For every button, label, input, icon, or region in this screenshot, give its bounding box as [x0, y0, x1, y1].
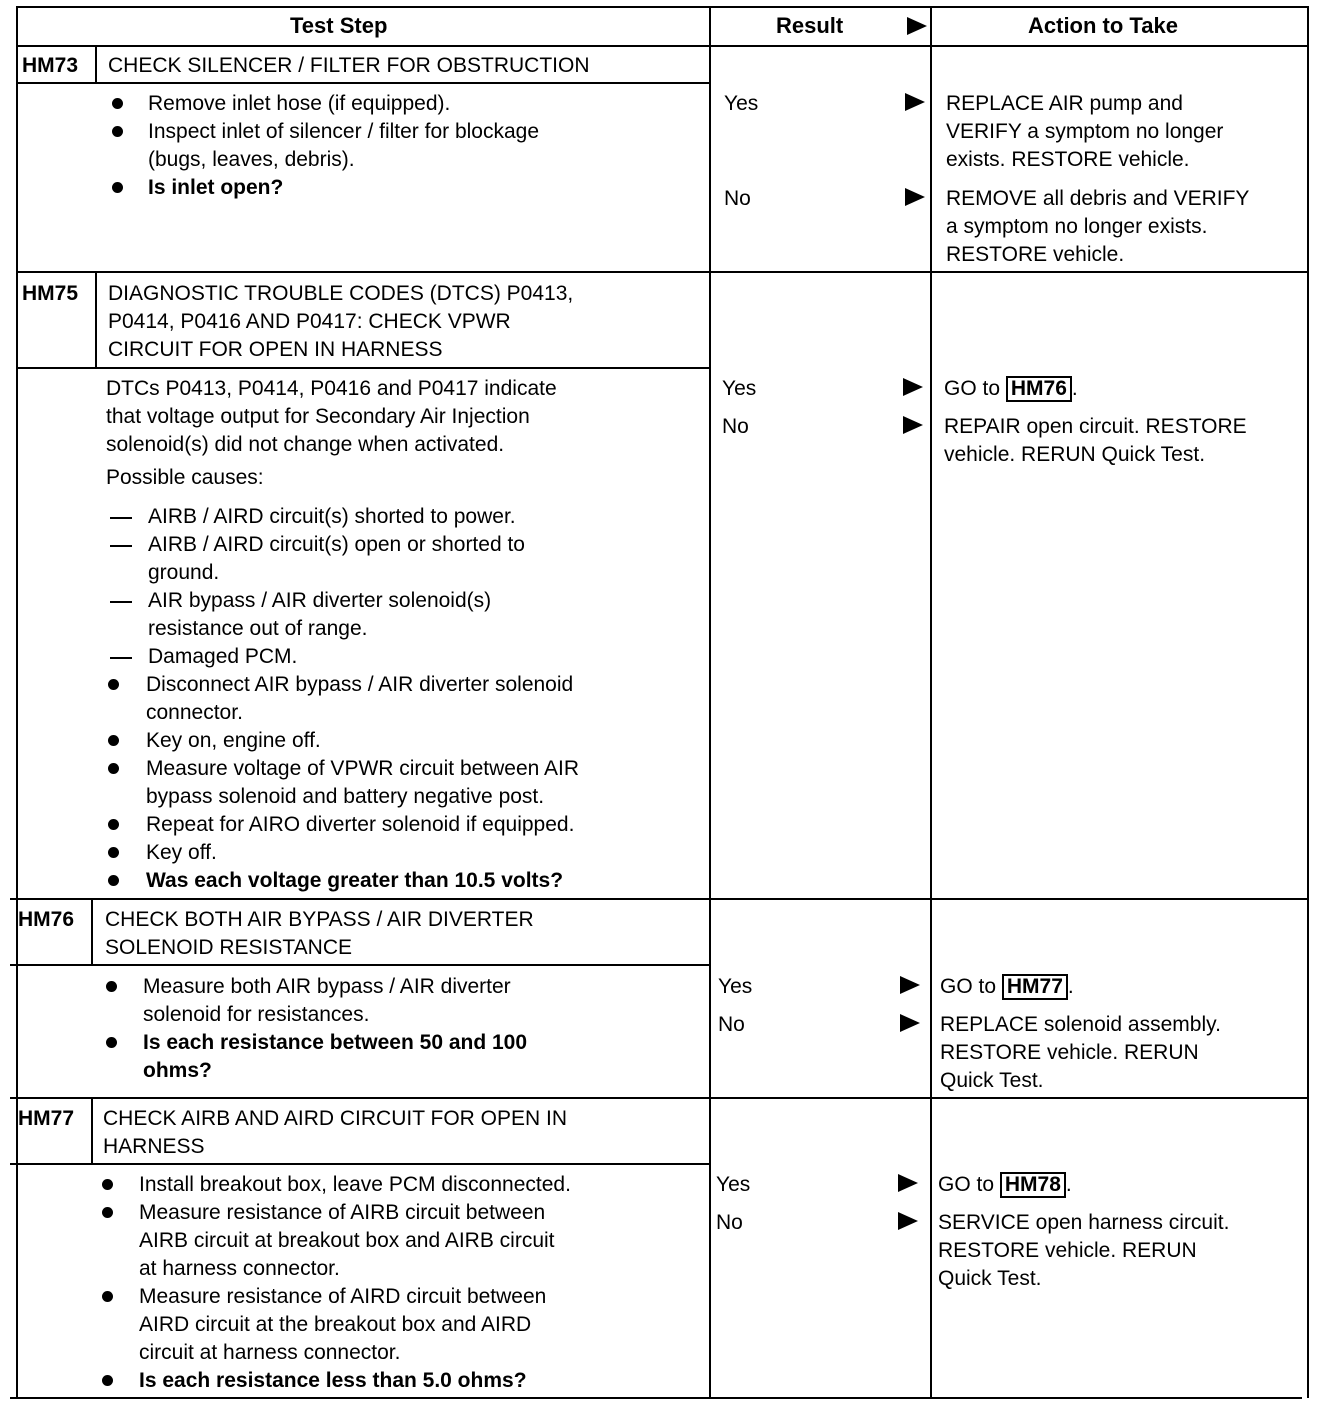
- action-text: SERVICE open harness circuit.: [938, 1211, 1230, 1234]
- action-text: RESTORE vehicle. RERUN: [938, 1239, 1197, 1262]
- instruction-text: Disconnect AIR bypass / AIR diverter solenoid: [146, 673, 574, 696]
- dash-icon: [110, 545, 132, 547]
- cause-text: AIRB / AIRD circuit(s) shorted to power.: [148, 505, 516, 528]
- title-underline-hm77: [10, 1163, 710, 1165]
- instruction-text: at harness connector.: [139, 1257, 340, 1280]
- instruction-text: Measure voltage of VPWR circuit between AIR: [146, 757, 580, 780]
- instruction-text: Key off.: [146, 841, 217, 864]
- instruction-text: Key on, engine off.: [146, 729, 321, 752]
- result-yes: Yes: [718, 975, 753, 998]
- bullet-icon: [112, 98, 123, 109]
- column-divider-result: [709, 6, 711, 1398]
- result-yes: Yes: [722, 377, 757, 400]
- result-no: No: [716, 1211, 743, 1234]
- instruction-text: Repeat for AIRO diverter solenoid if equipped.: [146, 813, 575, 836]
- step-title-hm77: HARNESS: [103, 1135, 205, 1158]
- arrow-icon: [903, 416, 923, 434]
- bullet-icon: [102, 1375, 113, 1386]
- instruction-text: Install breakout box, leave PCM disconnected.: [139, 1173, 571, 1196]
- bullet-icon: [102, 1207, 113, 1218]
- result-yes: Yes: [724, 92, 759, 115]
- bullet-icon: [108, 763, 119, 774]
- step-id-hm73: HM73: [22, 54, 79, 77]
- table-right-border: [1307, 6, 1309, 1398]
- action-text: VERIFY a symptom no longer: [946, 120, 1224, 143]
- action-text: exists. RESTORE vehicle.: [946, 148, 1190, 171]
- bullet-icon: [106, 981, 117, 992]
- cause-text: ground.: [148, 561, 220, 584]
- instruction-text: bypass solenoid and battery negative post.: [146, 785, 545, 808]
- table-top-border: [16, 6, 1309, 8]
- step-title-hm76: CHECK BOTH AIR BYPASS / AIR DIVERTER: [105, 908, 534, 931]
- dash-icon: [110, 601, 132, 603]
- action-text: Quick Test.: [938, 1267, 1042, 1290]
- arrow-icon: [898, 1212, 918, 1230]
- bullet-icon: [102, 1179, 113, 1190]
- question-text: Was each voltage greater than 10.5 volts?: [146, 869, 564, 892]
- dash-icon: [110, 517, 132, 519]
- step-separator-hm76: [10, 898, 1309, 900]
- bullet-icon: [108, 679, 119, 690]
- cause-text: AIR bypass / AIR diverter solenoid(s): [148, 589, 492, 612]
- header-arrow-icon: [907, 17, 927, 35]
- question-text: Is each resistance less than 5.0 ohms?: [139, 1369, 527, 1392]
- instruction-text: Remove inlet hose (if equipped).: [148, 92, 451, 115]
- result-no: No: [718, 1013, 745, 1036]
- title-underline-hm75: [16, 367, 710, 369]
- bullet-icon: [106, 1037, 117, 1048]
- dash-icon: [110, 657, 132, 659]
- cause-text: AIRB / AIRD circuit(s) open or shorted to: [148, 533, 525, 556]
- question-text: Is each resistance between 50 and 100: [143, 1031, 528, 1054]
- instruction-text: Inspect inlet of silencer / filter for blockage: [148, 120, 540, 143]
- action-prefix: GO to: [938, 1173, 1000, 1196]
- column-divider-action: [930, 6, 932, 1398]
- question-text: ohms?: [143, 1059, 212, 1082]
- instruction-text: solenoid for resistances.: [143, 1003, 370, 1026]
- step-separator-hm75: [16, 271, 1309, 273]
- bullet-icon: [108, 735, 119, 746]
- goto-step-link[interactable]: HM76: [1006, 376, 1072, 402]
- step-title-hm76: SOLENOID RESISTANCE: [105, 936, 352, 959]
- action-text: RESTORE vehicle. RERUN: [940, 1041, 1199, 1064]
- id-divider-hm77: [91, 1098, 93, 1164]
- step-title-hm73: CHECK SILENCER / FILTER FOR OBSTRUCTION: [108, 54, 590, 77]
- instruction-text: connector.: [146, 701, 243, 724]
- step-id-hm76: HM76: [18, 908, 75, 931]
- step-title-hm75: CIRCUIT FOR OPEN IN HARNESS: [108, 338, 443, 361]
- id-divider-hm76: [91, 899, 93, 965]
- action-text: Quick Test.: [940, 1069, 1044, 1092]
- bullet-icon: [112, 182, 123, 193]
- step-title-hm77: CHECK AIRB AND AIRD CIRCUIT FOR OPEN IN: [103, 1107, 568, 1130]
- instruction-text: Measure resistance of AIRD circuit between: [139, 1285, 547, 1308]
- arrow-icon: [905, 93, 925, 111]
- action-text: GO to HM78 .: [938, 1173, 1072, 1196]
- result-yes: Yes: [716, 1173, 751, 1196]
- arrow-icon: [900, 976, 920, 994]
- instruction-text: (bugs, leaves, debris).: [148, 148, 355, 171]
- action-prefix: GO to: [940, 975, 1002, 998]
- arrow-icon: [905, 188, 925, 206]
- title-underline-hm73: [16, 82, 710, 84]
- step-title-hm75: DIAGNOSTIC TROUBLE CODES (DTCS) P0413,: [108, 282, 574, 305]
- action-text: GO to HM76 .: [944, 377, 1078, 400]
- action-text: REPLACE solenoid assembly.: [940, 1013, 1221, 1036]
- action-text: a symptom no longer exists.: [946, 215, 1208, 238]
- instruction-text: Measure both AIR bypass / AIR diverter: [143, 975, 511, 998]
- bullet-icon: [112, 126, 123, 137]
- description-text: solenoid(s) did not change when activated.: [106, 433, 505, 456]
- step-separator-hm77: [10, 1097, 1309, 1099]
- cause-text: Damaged PCM.: [148, 645, 298, 668]
- action-prefix: GO to: [944, 377, 1006, 400]
- arrow-icon: [903, 378, 923, 396]
- instruction-text: AIRB circuit at breakout box and AIRB circuit: [139, 1229, 555, 1252]
- step-id-hm75: HM75: [22, 282, 79, 305]
- header-bottom-border: [16, 45, 1309, 47]
- instruction-text: circuit at harness connector.: [139, 1341, 401, 1364]
- question-text: Is inlet open?: [148, 176, 284, 199]
- instruction-text: AIRD circuit at the breakout box and AIRD: [139, 1313, 532, 1336]
- instruction-text: Measure resistance of AIRB circuit between: [139, 1201, 546, 1224]
- goto-step-link[interactable]: HM77: [1002, 974, 1068, 1000]
- arrow-icon: [900, 1014, 920, 1032]
- action-text: REPAIR open circuit. RESTORE: [944, 415, 1247, 438]
- cause-text: resistance out of range.: [148, 617, 368, 640]
- goto-step-link[interactable]: HM78: [1000, 1172, 1066, 1198]
- action-text: REMOVE all debris and VERIFY: [946, 187, 1250, 210]
- result-no: No: [722, 415, 749, 438]
- table-bottom-border: [10, 1397, 1302, 1399]
- description-text: DTCs P0413, P0414, P0416 and P0417 indicate: [106, 377, 557, 400]
- bullet-icon: [108, 819, 119, 830]
- bullet-icon: [108, 847, 119, 858]
- description-text: that voltage output for Secondary Air Injection: [106, 405, 530, 428]
- header-action: Action to Take: [1028, 13, 1178, 38]
- step-id-hm77: HM77: [18, 1107, 75, 1130]
- step-title-hm75: P0414, P0416 AND P0417: CHECK VPWR: [108, 310, 511, 333]
- action-text: vehicle. RERUN Quick Test.: [944, 443, 1206, 466]
- bullet-icon: [108, 875, 119, 886]
- bullet-icon: [102, 1291, 113, 1302]
- action-text: GO to HM77 .: [940, 975, 1074, 998]
- id-divider-hm75: [95, 272, 97, 368]
- title-underline-hm76: [10, 964, 710, 966]
- header-test-step: Test Step: [290, 13, 388, 38]
- action-text: RESTORE vehicle.: [946, 243, 1125, 266]
- possible-causes-label: Possible causes:: [106, 466, 264, 489]
- header-result: Result: [776, 13, 844, 38]
- arrow-icon: [898, 1174, 918, 1192]
- result-no: No: [724, 187, 751, 210]
- id-divider-hm73: [95, 46, 97, 83]
- action-text: REPLACE AIR pump and: [946, 92, 1183, 115]
- table-left-border: [16, 6, 18, 1398]
